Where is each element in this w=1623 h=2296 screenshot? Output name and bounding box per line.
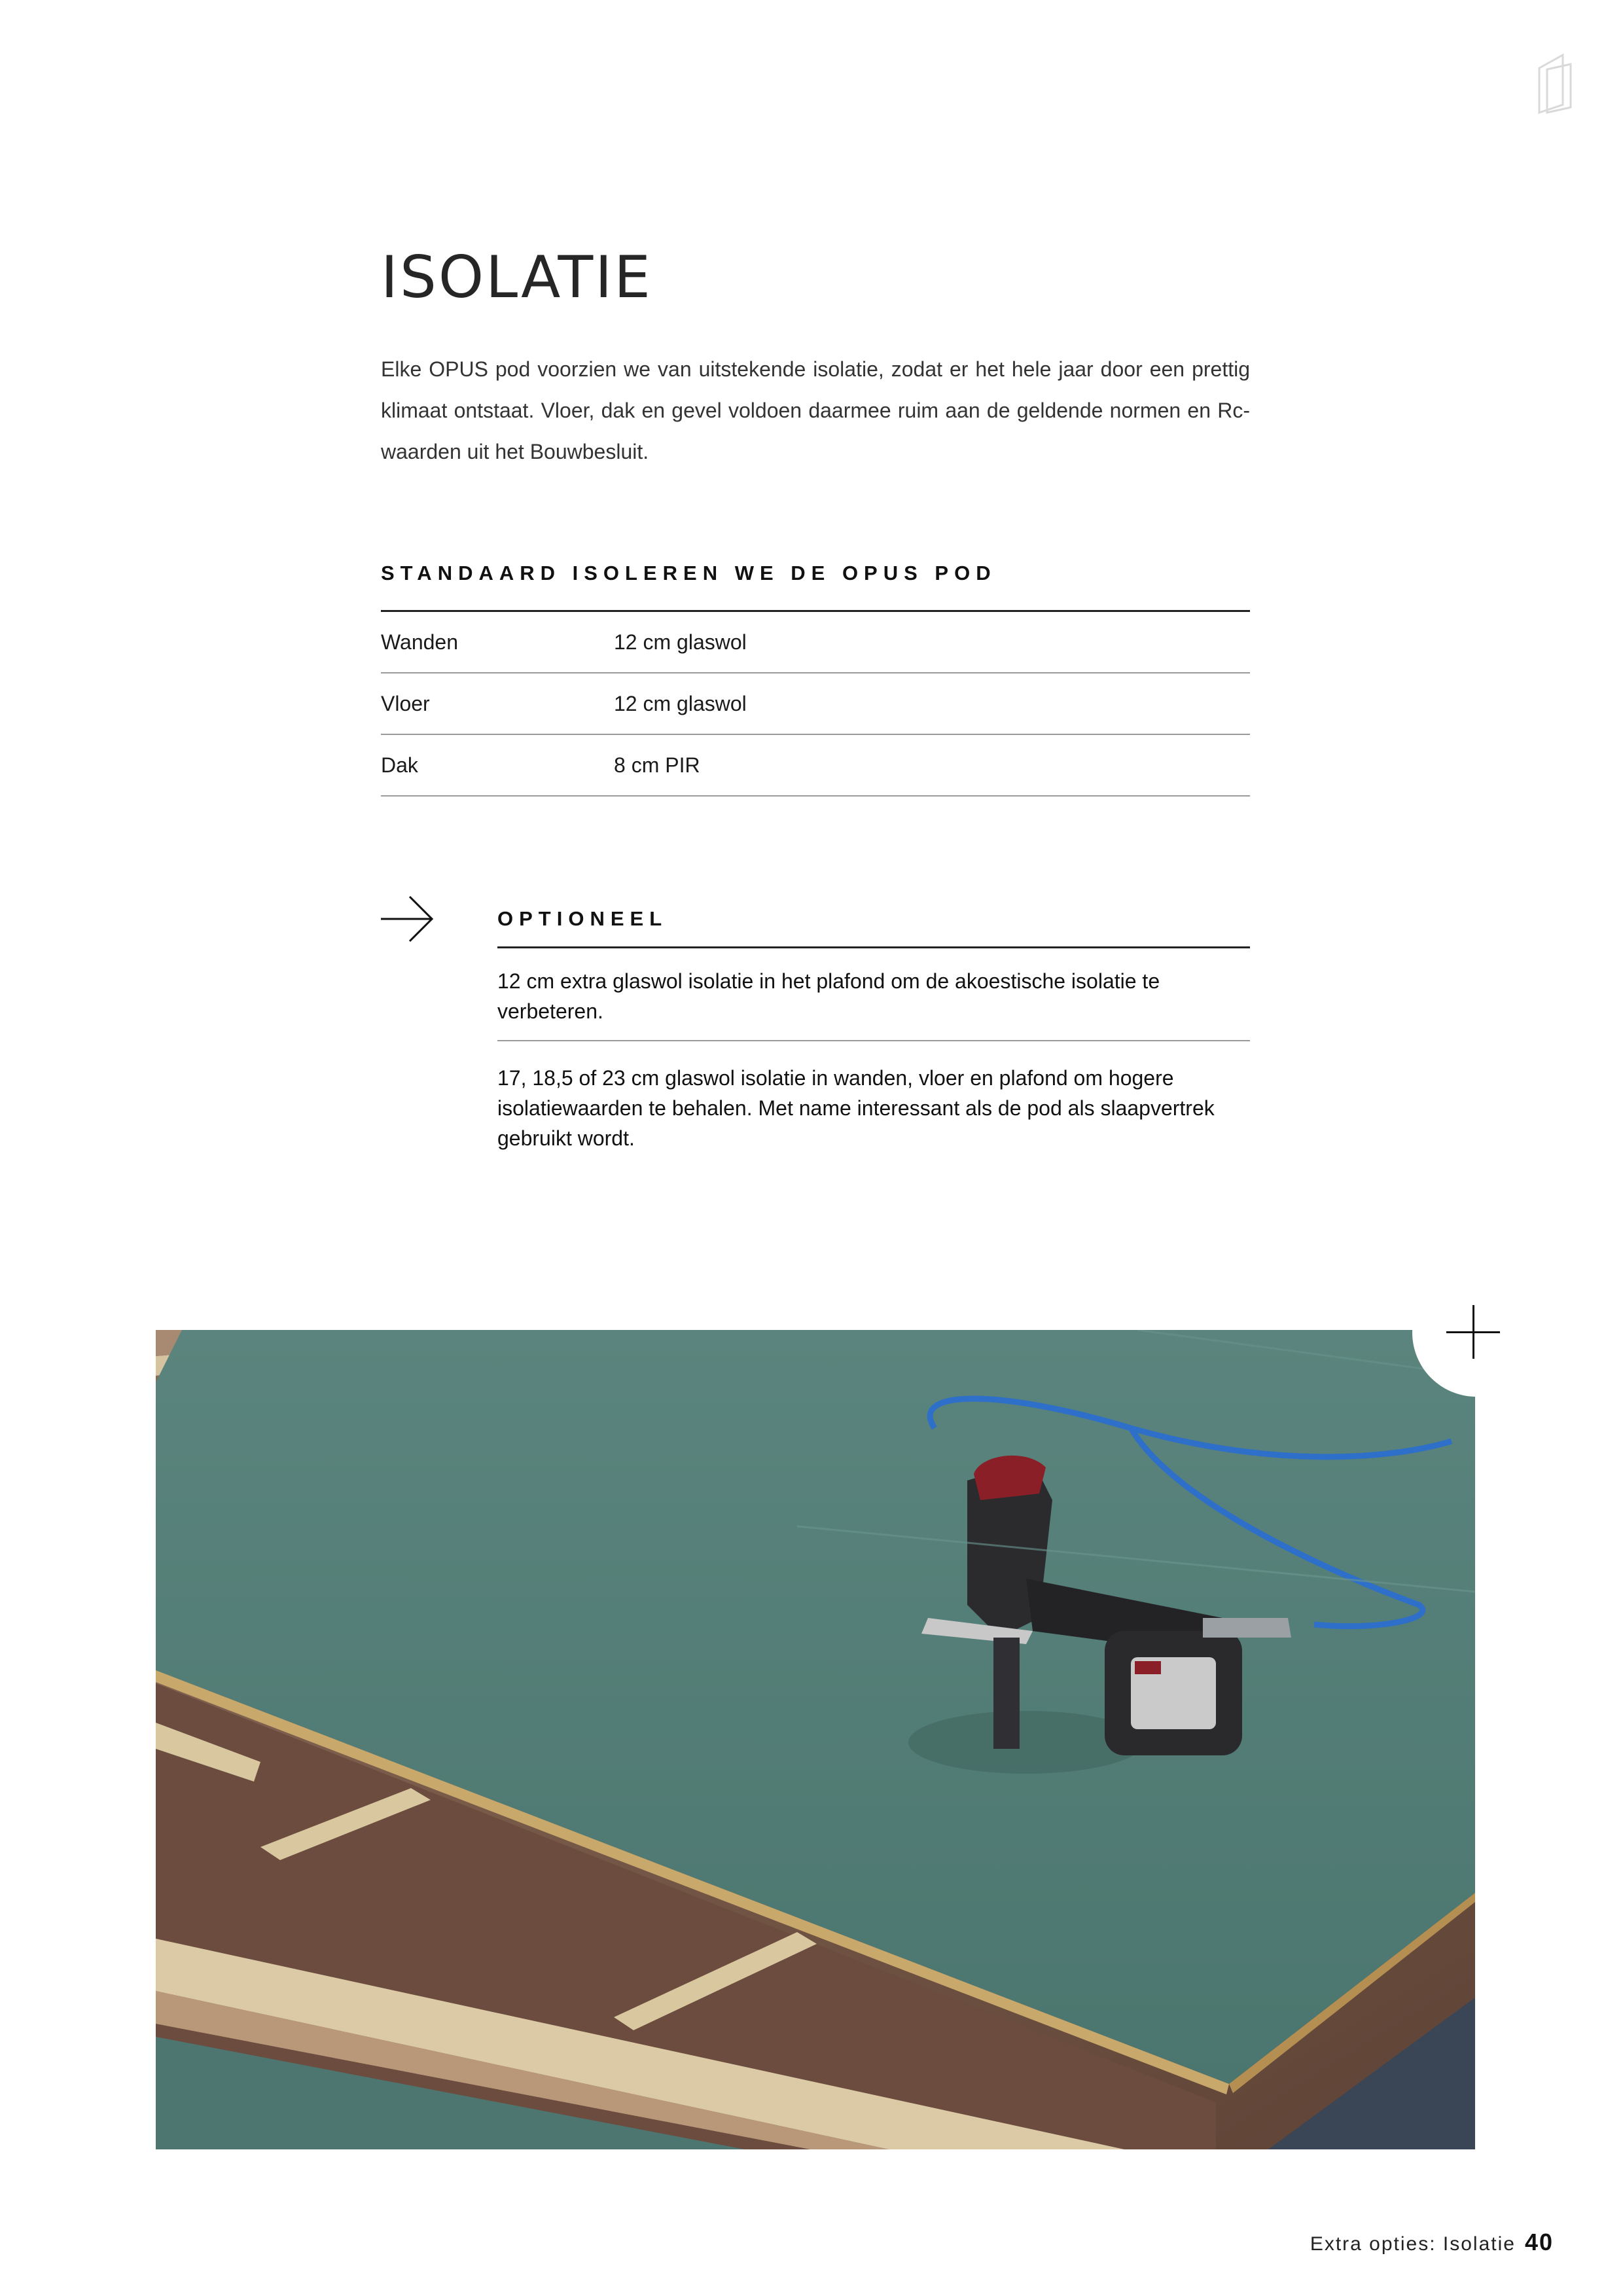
row-value: 8 cm PIR [614,734,1250,796]
opus-logo-icon [1537,52,1573,115]
page-footer [1310,2229,1554,2256]
standard-insulation-table [381,610,1250,797]
page-title: ISOLATIE [381,243,652,311]
row-value: 12 cm glaswol [614,673,1250,734]
row-label: Vloer [381,673,614,734]
divider [497,946,1250,948]
row-value: 12 cm glaswol [614,611,1250,673]
page-number: 40 [1524,2229,1554,2255]
optional-heading: OPTIONEEL [497,907,668,930]
table-row [381,611,1250,673]
footer-section-title: Extra opties: Isolatie [1310,2233,1516,2255]
standard-heading: STANDAARD ISOLEREN WE DE OPUS POD [381,562,997,584]
divider [497,1040,1250,1041]
row-label: Wanden [381,611,614,673]
plus-icon [1472,1305,1474,1359]
row-label: Dak [381,734,614,796]
optional-item: 12 cm extra glaswol isolatie in het plafond om de akoestische isolatie te verbeteren. [497,969,1160,1023]
intro-paragraph: Elke OPUS pod voorzien we van uitstekende isolatie, zodat er het hele jaar door een prettig klimaat ontstaat. Vloer, dak en gevel voldoen daarmee ruim aan de geldende normen en Rc-waarden uit het Bouwbesluit. [381,357,1250,463]
table-row [381,734,1250,796]
table-row [381,673,1250,734]
optional-item: 17, 18,5 of 23 cm glaswol isolatie in wanden, vloer en plafond om hogere isolatiewaarden te behalen. Met name interessant als de pod als slaapvertrek gebruikt wordt. [497,1066,1215,1150]
nailer-floor-photo [156,1330,1475,2149]
arrow-right-icon [380,895,435,942]
expand-photo-button[interactable] [1412,1268,1541,1397]
